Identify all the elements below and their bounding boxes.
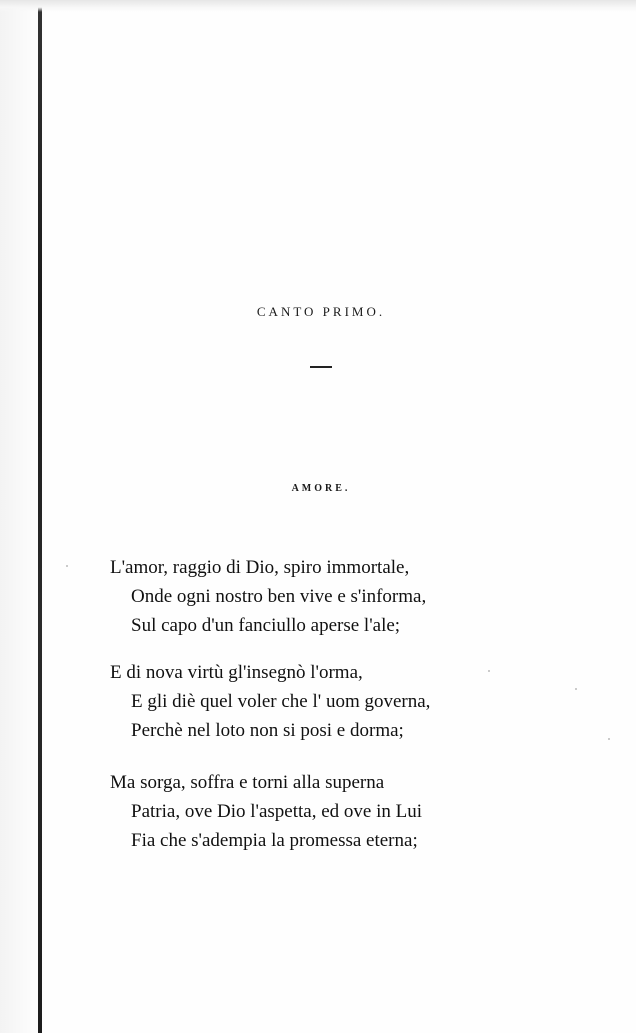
poem-stanza — [110, 553, 530, 640]
canto-title — [0, 304, 636, 320]
verse-line: Onde ogni nostro ben vive e s'informa, — [131, 586, 427, 607]
canto-title-text: CANTO PRIMO. — [256, 304, 386, 319]
verse-line: Sul capo d'un fanciullo aperse l'ale; — [131, 615, 401, 636]
verse-line: Perchè nel loto non si posi e dorma; — [131, 720, 404, 741]
verse-line: Fia che s'adempia la promessa eterna; — [131, 830, 418, 851]
verse-line: Ma sorga, soffra e torni alla superna — [110, 772, 385, 793]
title-rule — [310, 366, 332, 368]
paper-speck — [575, 688, 577, 690]
section-title — [0, 483, 636, 494]
verse-line: L'amor, raggio di Dio, spiro immortale, — [110, 557, 410, 578]
page-top-edge — [0, 0, 636, 12]
paper-speck — [66, 565, 68, 567]
verse-line: E di nova virtù gl'insegnò l'orma, — [110, 662, 363, 683]
verse-line: E gli diè quel voler che l' uom governa, — [131, 691, 431, 712]
section-title-text: AMORE. — [291, 483, 351, 494]
paper-speck — [608, 738, 610, 740]
poem-stanza — [110, 658, 530, 745]
verse-line: Patria, ove Dio l'aspetta, ed ove in Lui — [131, 801, 422, 822]
poem-stanza — [110, 768, 530, 855]
binding-edge — [38, 0, 42, 1033]
